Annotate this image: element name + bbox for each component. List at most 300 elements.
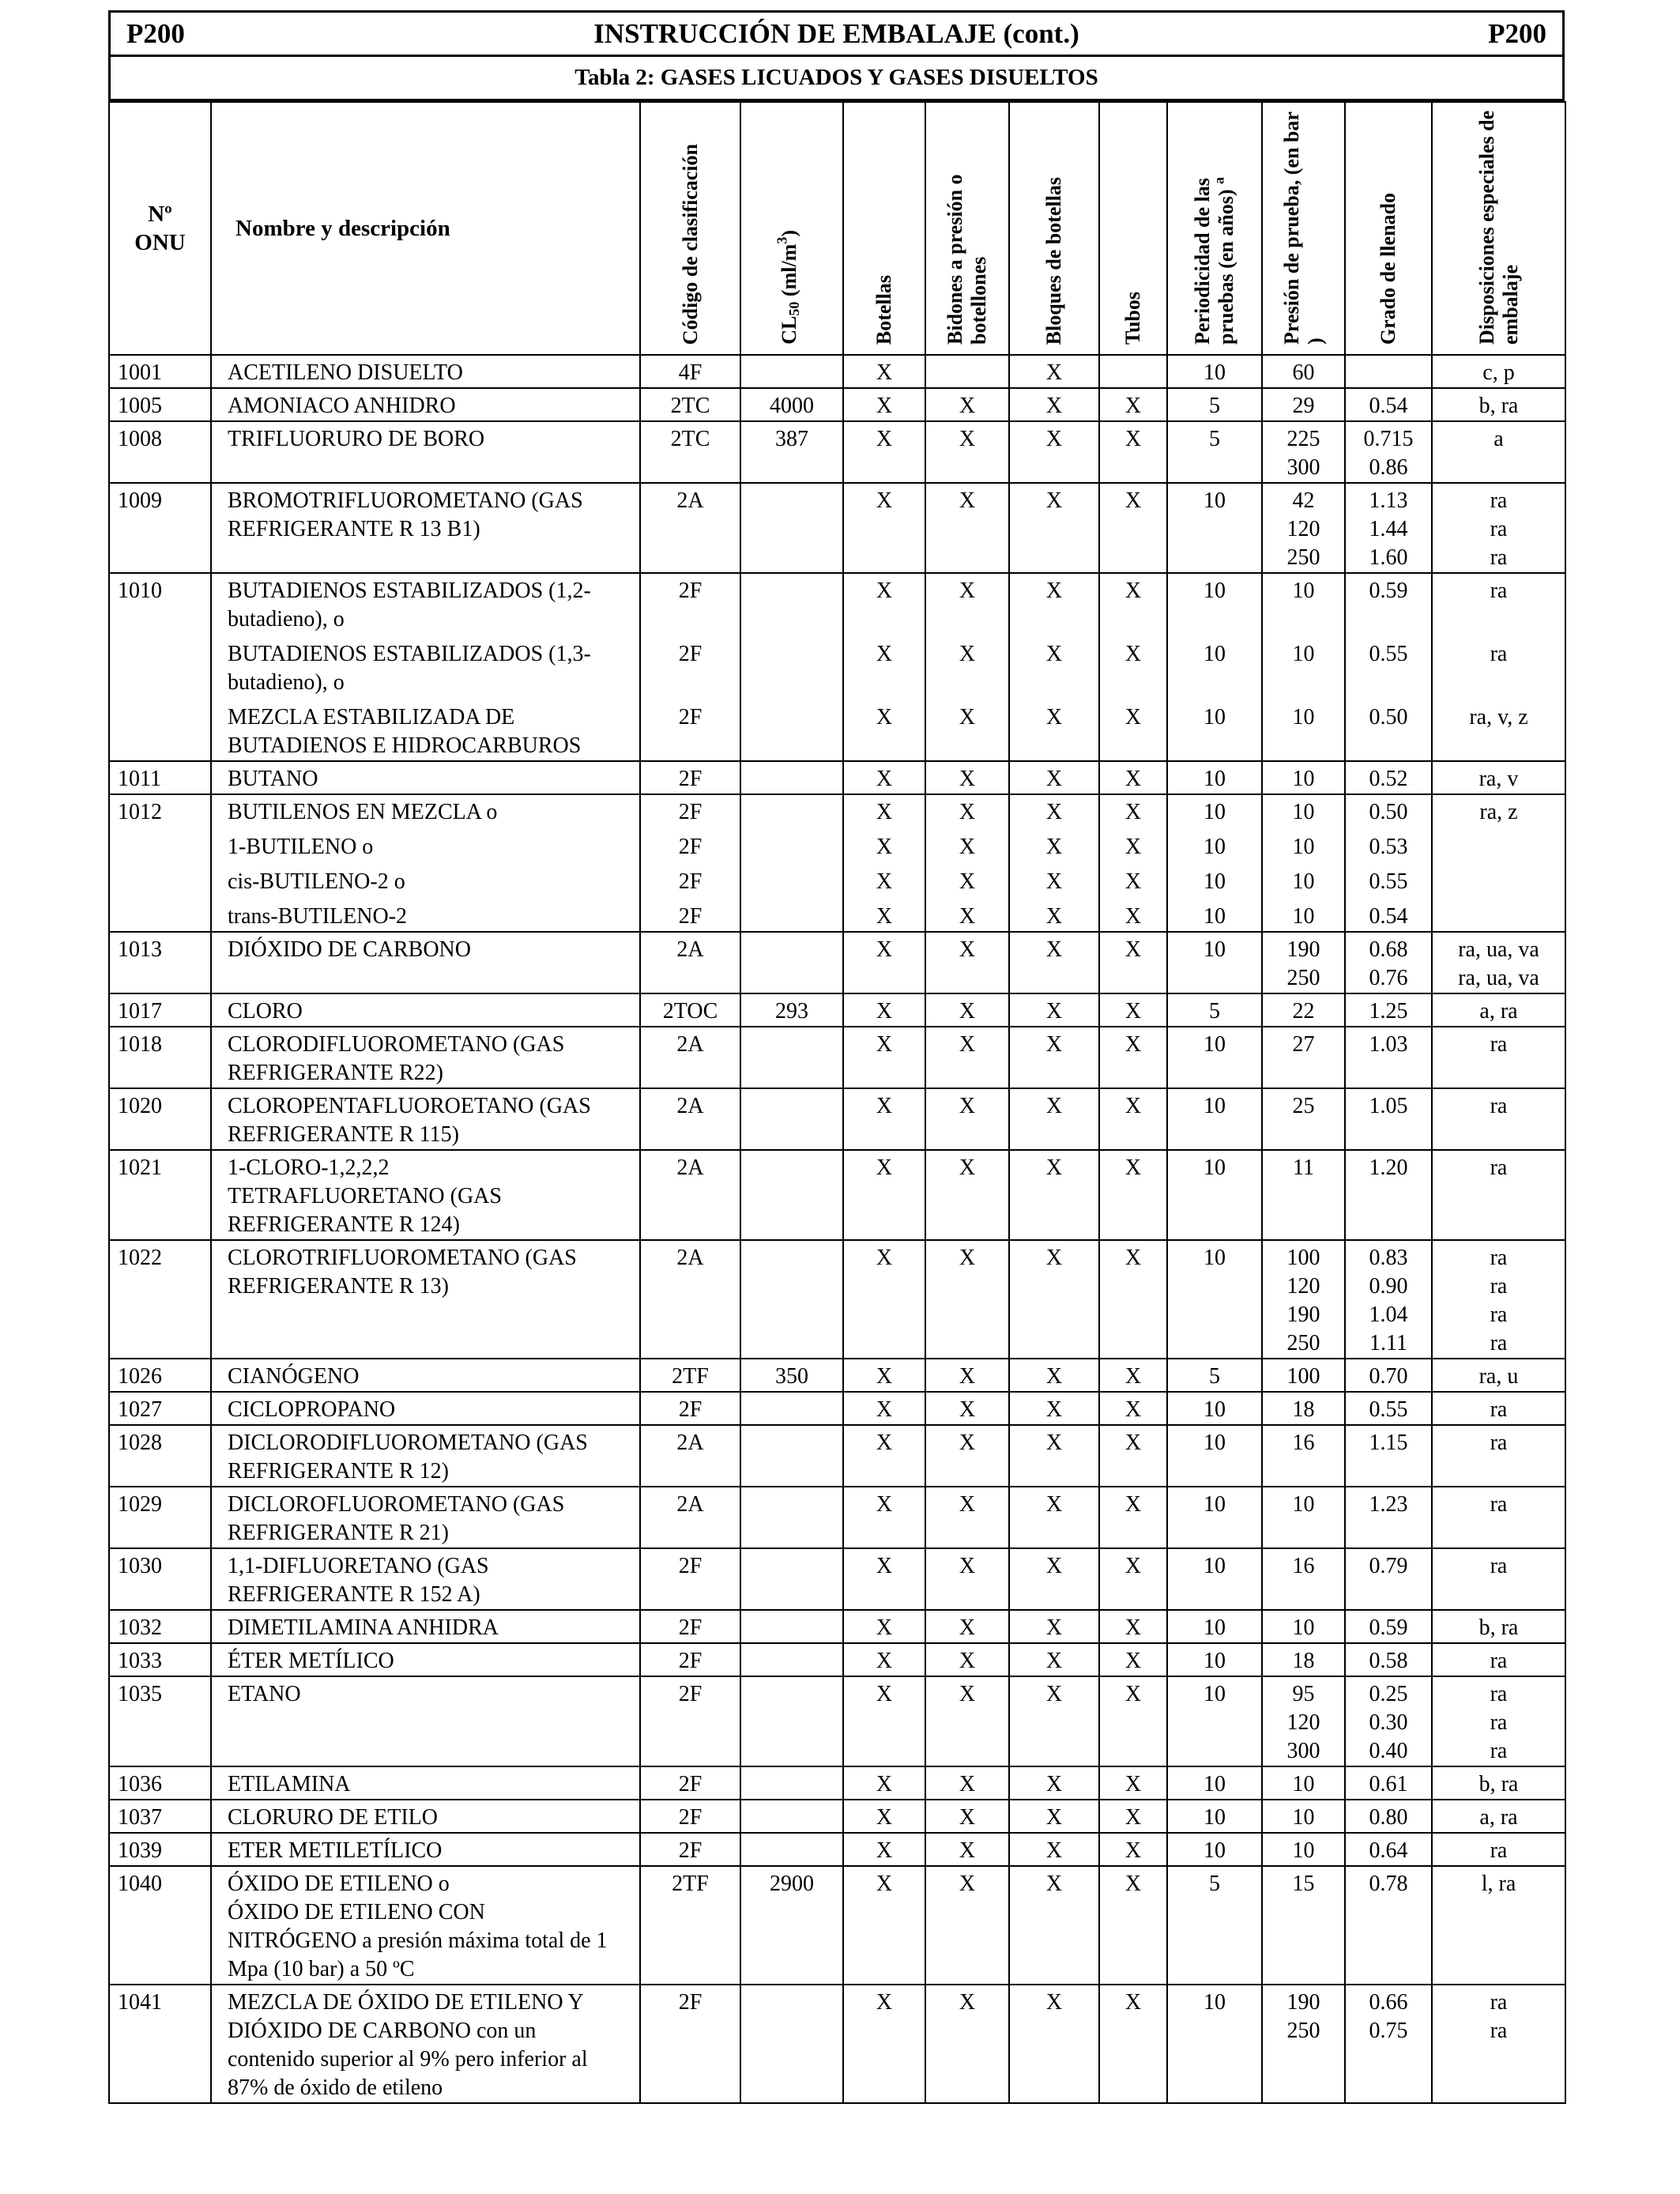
cell-line (1346, 359, 1431, 387)
cell-line: X (1124, 427, 1142, 451)
cell-line (926, 1737, 1008, 1766)
cell-name (211, 483, 640, 573)
cell-line: 2F (678, 1649, 703, 1673)
cell-line: 1.13 (1369, 488, 1408, 513)
cell-line: 5 (1209, 999, 1220, 1023)
cell-line: ÓXIDO DE ETILENO CON (228, 1900, 485, 1924)
cell-line: 1-CLORO-1,2,2,2 (228, 1155, 390, 1180)
cell-line: X (1124, 1431, 1142, 1455)
cell-line (1010, 1329, 1098, 1358)
cell-line (1433, 1927, 1565, 1955)
cell-cl50 (740, 1487, 843, 1548)
cell-line: X (1045, 835, 1063, 859)
cell-line (1100, 1059, 1166, 1088)
cell-cl50 (740, 1027, 843, 1088)
cell-onu: 1021 (109, 1150, 211, 1240)
cell-line: X (959, 1805, 976, 1830)
cell-line: X (959, 394, 976, 418)
cell-onu: 1017 (109, 993, 211, 1027)
cell-line (641, 515, 740, 544)
cell-line (1263, 1121, 1344, 1149)
cell-line: ra, z (1479, 800, 1518, 824)
cell-botellas (843, 761, 925, 794)
cell-bloques (1009, 1610, 1099, 1643)
cell-botellas (843, 421, 925, 483)
cell-line: X (1124, 1772, 1142, 1796)
cell-name (211, 1833, 640, 1866)
cell-line: X (1124, 1155, 1142, 1180)
cell-line (1168, 1059, 1261, 1088)
cell-line: 1.20 (1369, 1155, 1408, 1180)
cell-line (1168, 1581, 1261, 1609)
cell-line (1100, 964, 1166, 993)
cell-botellas (843, 1392, 925, 1425)
cell-line (1010, 1272, 1098, 1301)
cell-line: CLORODIFLUOROMETANO (GAS (228, 1032, 565, 1057)
cell-line: 350 (775, 1364, 808, 1389)
cell-line: ra, ua, va (1458, 966, 1539, 990)
cell-line: X (876, 1772, 893, 1796)
cell-line (1263, 1581, 1344, 1609)
cell-code (640, 1392, 740, 1425)
cell-grado (1345, 355, 1432, 388)
cell-name (211, 1548, 640, 1610)
cell-line: ra, ua, va (1458, 937, 1539, 962)
cell-line: a (1494, 427, 1504, 451)
cell-line: DICLOROFLUOROMETANO (GAS (228, 1492, 565, 1517)
cell-grado (1345, 932, 1432, 993)
table-row (109, 1643, 1565, 1676)
cell-line: X (1045, 1492, 1063, 1517)
cell-line (1168, 2074, 1261, 2102)
cell-bidones (925, 1027, 1009, 1088)
cell-line: X (1124, 835, 1142, 859)
cell-botellas (843, 794, 925, 932)
cell-line: REFRIGERANTE R 152 A) (228, 1582, 480, 1607)
cell-line: 0.90 (1369, 1274, 1408, 1299)
cell-presion (1262, 794, 1345, 932)
cell-line (641, 1059, 740, 1088)
cell-grado (1345, 1487, 1432, 1548)
cell-onu: 1022 (109, 1240, 211, 1359)
cell-line: 0.50 (1369, 800, 1408, 824)
cell-line: X (959, 1838, 976, 1863)
cell-line (741, 868, 842, 896)
cell-line (926, 1709, 1008, 1737)
cell-presion (1262, 388, 1345, 421)
cell-line (641, 732, 740, 760)
cell-line: X (959, 767, 976, 791)
cell-name (211, 1150, 640, 1240)
cell-line: X (959, 579, 976, 603)
cell-line (926, 544, 1008, 572)
cell-periodicidad (1167, 483, 1262, 573)
cell-line: ra (1490, 517, 1508, 541)
cell-periodicidad (1167, 388, 1262, 421)
cell-line (741, 359, 842, 387)
cell-cl50 (740, 1088, 843, 1150)
cell-line (741, 1154, 842, 1182)
cell-presion (1262, 1833, 1345, 1866)
cell-line (1100, 544, 1166, 572)
cell-onu: 1032 (109, 1610, 211, 1643)
cell-periodicidad (1167, 573, 1262, 761)
cell-line (844, 1211, 925, 1239)
cell-line: b, ra (1478, 1772, 1519, 1796)
cell-grado (1345, 388, 1432, 421)
cell-line (1100, 669, 1166, 697)
cell-bidones (925, 421, 1009, 483)
cell-line: c, p (1482, 360, 1515, 385)
cell-line: X (1045, 394, 1063, 418)
cell-botellas (843, 1487, 925, 1548)
cell-line: X (1045, 1872, 1063, 1896)
cell-line (1433, 454, 1565, 482)
cell-line (1346, 2045, 1431, 2074)
cell-disposiciones (1432, 1487, 1565, 1548)
cell-line (228, 1301, 635, 1329)
cell-line: 29 (1292, 394, 1315, 418)
cell-line (1100, 1581, 1166, 1609)
cell-line: X (959, 1032, 976, 1057)
cell-line (926, 669, 1008, 697)
cell-bloques (1009, 1985, 1099, 2103)
cell-line: ra (1490, 1682, 1508, 1706)
cell-line: X (1124, 1364, 1142, 1389)
cell-line: a, ra (1479, 999, 1518, 1023)
cell-disposiciones (1432, 1150, 1565, 1240)
cell-bidones (925, 1643, 1009, 1676)
table-row (109, 1800, 1565, 1833)
cell-name (211, 1392, 640, 1425)
cell-bidones (925, 932, 1009, 993)
cell-onu: 1008 (109, 421, 211, 483)
cell-line (1100, 605, 1166, 634)
cell-line (741, 1614, 842, 1642)
cell-code (640, 421, 740, 483)
cell-line: 190 (1286, 1990, 1320, 2015)
cell-code (640, 1240, 740, 1359)
cell-line (1010, 1898, 1098, 1927)
cell-line: 1-BUTILENO o (228, 835, 374, 859)
cell-line: trans-BUTILENO-2 (228, 904, 408, 929)
cell-line (741, 2045, 842, 2074)
cell-name (211, 1359, 640, 1392)
cell-line (844, 732, 925, 760)
cell-periodicidad (1167, 1088, 1262, 1150)
cell-bloques (1009, 1487, 1099, 1548)
cell-line: X (876, 800, 893, 824)
cell-botellas (843, 1359, 925, 1392)
cell-line (1010, 605, 1098, 634)
col-presion: Presión de prueba, (en bar ) (1262, 102, 1345, 355)
cell-line: 0.86 (1369, 455, 1408, 480)
cell-line: X (1124, 1838, 1142, 1863)
cell-line: X (876, 767, 893, 791)
cell-bloques (1009, 794, 1099, 932)
cell-line: ra (1490, 1246, 1508, 1270)
cell-code (640, 388, 740, 421)
cell-line: X (1124, 1397, 1142, 1422)
cell-line: 0.40 (1369, 1739, 1408, 1763)
cell-line (641, 1709, 740, 1737)
cell-bloques (1009, 483, 1099, 573)
cell-botellas (843, 1766, 925, 1800)
col-botellas: Botellas (843, 102, 925, 355)
cell-code (640, 794, 740, 932)
cell-line (741, 1581, 842, 1609)
cell-line: 0.78 (1369, 1872, 1408, 1896)
cell-code (640, 1027, 740, 1088)
cell-line: X (959, 999, 976, 1023)
cell-line: 2A (676, 1492, 704, 1517)
cell-line: X (1124, 904, 1142, 929)
cell-botellas (843, 573, 925, 761)
cell-periodicidad (1167, 1643, 1262, 1676)
cell-grado (1345, 993, 1432, 1027)
cell-presion (1262, 1088, 1345, 1150)
cell-line: 10 (1292, 1772, 1315, 1796)
cell-line (1100, 732, 1166, 760)
cell-code (640, 993, 740, 1027)
cell-presion (1262, 1027, 1345, 1088)
cell-presion (1262, 1359, 1345, 1392)
cell-line: b, ra (1478, 1615, 1519, 1640)
cell-bloques (1009, 1240, 1099, 1359)
cell-bloques (1009, 1425, 1099, 1487)
cell-botellas (843, 1643, 925, 1676)
cell-line (741, 544, 842, 572)
cell-line (641, 2045, 740, 2074)
cell-line (926, 1955, 1008, 1984)
cell-line (1168, 2017, 1261, 2045)
cell-line (1010, 2017, 1098, 2045)
cell-line (1263, 732, 1344, 760)
cell-grado (1345, 1425, 1432, 1487)
cell-line: X (959, 1554, 976, 1578)
cell-botellas (843, 388, 925, 421)
cell-presion (1262, 421, 1345, 483)
cell-line: 25 (1292, 1094, 1315, 1118)
cell-periodicidad (1167, 355, 1262, 388)
cell-line (1010, 669, 1098, 697)
cell-line: l, ra (1481, 1872, 1516, 1896)
cell-line: X (1124, 1246, 1142, 1270)
cell-cl50 (740, 1985, 843, 2103)
cell-line: X (1124, 999, 1142, 1023)
cell-line: DIMETILAMINA ANHIDRA (228, 1615, 499, 1640)
cell-line (741, 1211, 842, 1239)
cell-code (640, 1088, 740, 1150)
cell-line: 10 (1292, 1492, 1315, 1517)
cell-line: 10 (1292, 1805, 1315, 1830)
cell-cl50 (740, 794, 843, 932)
cell-line: 250 (1286, 966, 1320, 990)
cell-line: X (876, 937, 893, 962)
cell-line: X (876, 1364, 893, 1389)
cell-line: CLORO (228, 999, 303, 1023)
cell-line: 2A (676, 1094, 704, 1118)
cell-presion (1262, 1766, 1345, 1800)
cell-grado (1345, 1359, 1432, 1392)
cell-line: BUTANO (228, 767, 318, 791)
cell-line (1433, 2045, 1565, 2074)
cell-bloques (1009, 1833, 1099, 1866)
cell-disposiciones (1432, 1800, 1565, 1833)
cell-cl50 (740, 993, 843, 1027)
cell-periodicidad (1167, 421, 1262, 483)
cell-line: CLORURO DE ETILO (228, 1805, 438, 1830)
cell-onu: 1013 (109, 932, 211, 993)
cell-line: ra (1490, 1554, 1508, 1578)
cell-tubos (1099, 483, 1167, 573)
cell-line: 2TF (672, 1364, 709, 1389)
cell-line: X (959, 1649, 976, 1673)
cell-cl50 (740, 1392, 843, 1425)
cell-line (1100, 1329, 1166, 1358)
cell-line: X (1045, 705, 1063, 729)
cell-line: X (876, 1649, 893, 1673)
cell-line (741, 1121, 842, 1149)
cell-line (844, 1182, 925, 1211)
cell-line: MEZCLA DE ÓXIDO DE ETILENO Y (228, 1990, 584, 2015)
cell-onu: 1001 (109, 355, 211, 388)
cell-line: 10 (1203, 1094, 1226, 1118)
cell-bidones (925, 1088, 1009, 1150)
cell-botellas (843, 355, 925, 388)
cell-line: 0.66 (1369, 1990, 1408, 2015)
cell-line (1263, 1457, 1344, 1486)
cell-bloques (1009, 1643, 1099, 1676)
cell-line: 0.715 (1363, 427, 1414, 451)
cell-line: 1.11 (1369, 1331, 1407, 1355)
cell-line: ra (1490, 1990, 1508, 2015)
cell-line: ra (1490, 1094, 1508, 1118)
cell-line (741, 640, 842, 669)
cell-line: X (876, 1032, 893, 1057)
cell-cl50 (740, 1766, 843, 1800)
cell-bloques (1009, 1866, 1099, 1985)
cell-line (1010, 1519, 1098, 1547)
cell-line: ra (1490, 579, 1508, 603)
cell-cl50 (740, 1676, 843, 1766)
cell-line (741, 454, 842, 482)
cell-cl50 (740, 932, 843, 993)
table-row (109, 1240, 1565, 1359)
cell-line (1168, 1301, 1261, 1329)
cell-grado (1345, 1548, 1432, 1610)
cell-periodicidad (1167, 1425, 1262, 1487)
cell-line (641, 1927, 740, 1955)
cell-line: 5 (1209, 394, 1220, 418)
cell-line (1168, 1272, 1261, 1301)
cell-code (640, 932, 740, 993)
cell-code (640, 1610, 740, 1643)
cell-line (741, 1680, 842, 1709)
cell-line (1263, 1519, 1344, 1547)
col-periodicidad: Periodicidad de las pruebas (en años) $^a$ (1167, 102, 1262, 355)
cell-cl50 (740, 1359, 843, 1392)
cell-line: X (876, 1990, 893, 2015)
cell-presion (1262, 573, 1345, 761)
cell-tubos (1099, 1610, 1167, 1643)
cell-line: 10 (1203, 1431, 1226, 1455)
cell-grado (1345, 483, 1432, 573)
cell-line (1346, 1457, 1431, 1486)
cell-botellas (843, 1027, 925, 1088)
cell-name (211, 1425, 640, 1487)
cell-line: 5 (1209, 1364, 1220, 1389)
cell-line: X (1124, 394, 1142, 418)
cell-line (926, 1301, 1008, 1329)
cell-line: 100 (1286, 1246, 1320, 1270)
cell-line (1168, 1737, 1261, 1766)
cell-line: 1.03 (1369, 1032, 1408, 1057)
cell-line: ra (1490, 488, 1508, 513)
cell-bloques (1009, 388, 1099, 421)
cell-code (640, 1866, 740, 1985)
cell-line: X (876, 1615, 893, 1640)
cell-line: 4F (678, 360, 703, 385)
cell-name (211, 1766, 640, 1800)
cell-disposiciones (1432, 932, 1565, 993)
cell-cl50 (740, 355, 843, 388)
cell-tubos (1099, 388, 1167, 421)
cell-line (741, 964, 842, 993)
cell-disposiciones (1432, 1548, 1565, 1610)
cell-periodicidad (1167, 1240, 1262, 1359)
cell-bloques (1009, 932, 1099, 993)
table-title: Tabla 2: GASES LICUADOS Y GASES DISUELTOS (108, 57, 1565, 101)
cell-code (640, 761, 740, 794)
cell-code (640, 1985, 740, 2103)
cell-line: 10 (1203, 1805, 1226, 1830)
cell-line: DIÓXIDO DE CARBONO con un (228, 2019, 537, 2043)
cell-line (1433, 868, 1565, 896)
cell-line (844, 1955, 925, 1984)
cell-line: 4000 (770, 394, 814, 418)
cell-line (641, 1457, 740, 1486)
cell-bloques (1009, 421, 1099, 483)
cell-disposiciones (1432, 1359, 1565, 1392)
cell-line: 2A (676, 1032, 704, 1057)
cell-line: X (959, 835, 976, 859)
cell-line: 18 (1292, 1397, 1315, 1422)
cell-disposiciones (1432, 1833, 1565, 1866)
cell-line: 10 (1203, 904, 1226, 929)
cell-line (1100, 1709, 1166, 1737)
cell-line: 2TC (670, 394, 710, 418)
cell-line: X (876, 1872, 893, 1896)
cell-presion (1262, 932, 1345, 993)
cell-line (926, 1059, 1008, 1088)
cell-line: BUTADIENOS E HIDROCARBUROS (228, 733, 582, 758)
cell-line: X (1045, 999, 1063, 1023)
cell-line (926, 2045, 1008, 2074)
cell-line (926, 359, 1008, 387)
cell-line: X (1045, 1615, 1063, 1640)
cell-bidones (925, 1866, 1009, 1985)
cell-name (211, 421, 640, 483)
cell-tubos (1099, 761, 1167, 794)
cell-line (741, 1491, 842, 1519)
cell-disposiciones (1432, 1985, 1565, 2103)
cell-line (228, 1709, 635, 1737)
cell-line: ETILAMINA (228, 1772, 351, 1796)
cell-line: 2F (678, 1805, 703, 1830)
cell-cl50 (740, 1610, 843, 1643)
cell-line (741, 1519, 842, 1547)
